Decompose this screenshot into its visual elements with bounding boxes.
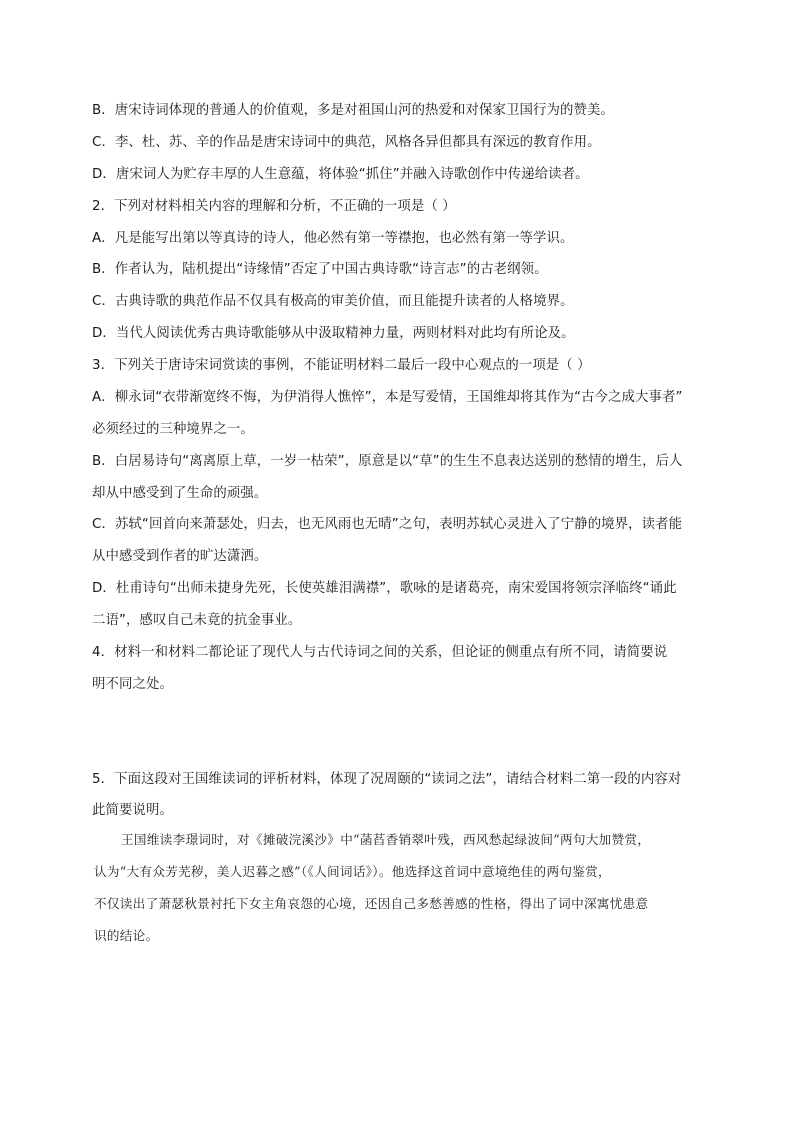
q3-option-c-line2: 从中感受到作者的旷达潇洒。 bbox=[92, 549, 268, 564]
q2-option-c: C．古典诗歌的典范作品不仅具有极高的审美价值，而且能提升读者的人格境界。 bbox=[92, 294, 574, 309]
q1-option-b: B．唐宋诗词体现的普通人的价值观，多是对祖国山河的热爱和对保家卫国行为的赞美。 bbox=[92, 103, 614, 118]
q5-quote-line3: 不仅读出了萧瑟秋景衬托下女主角哀怨的心境，还因自己多愁善感的性格，得出了词中深寓忧患意 bbox=[94, 896, 649, 911]
q2-option-a: A．凡是能写出第以等真诗的诗人，他必然有第一等襟抱，也必然有第一等学识。 bbox=[92, 231, 574, 246]
q4-line2: 明不同之处。 bbox=[92, 677, 173, 692]
q2-option-d: D．当代人阅读优秀古典诗歌能够从中汲取精神力量，两则材料对此均有所论及。 bbox=[92, 326, 575, 341]
q3-option-a-line1: A．柳永词“衣带渐宽终不悔，为伊消得人憔悴”，本是写爱情，王国维却将其作为“古今之成大事者” bbox=[92, 390, 683, 405]
q2-stem: 2．下列对材料相关内容的理解和分析，不正确的一项是（ ） bbox=[92, 199, 456, 214]
q3-option-d-line1: D．杜甫诗句“出师未捷身先死，长使英雄泪满襟”，歌咏的是诸葛亮，南宋爱国将领宗泽临终“诵此 bbox=[92, 581, 677, 596]
q3-option-d-line2: 二语”，感叹自己未竟的抗金事业。 bbox=[92, 613, 302, 628]
q5-quote-line2: 认为“大有众芳芜秽，美人迟暮之感”（《人间词话》）。他选择这首词中意境绝佳的两句鉴赏， bbox=[94, 864, 611, 879]
q3-option-b-line1: B．白居易诗句“离离原上草，一岁一枯荣”，原意是以“草”的生生不息表达送别的愁情的增生，后人 bbox=[92, 454, 683, 469]
q1-option-d: D．唐宋词人为贮存丰厚的人生意蕴，将体验“抓住”并融入诗歌创作中传递给读者。 bbox=[92, 167, 589, 182]
q1-option-c: C．李、杜、苏、辛的作品是唐宋诗词中的典范，风格各异但都具有深远的教育作用。 bbox=[92, 135, 601, 150]
q3-option-a-line2: 必须经过的三种境界之一。 bbox=[92, 422, 254, 437]
q4-line1: 4．材料一和材料二都论证了现代人与古代诗词之间的关系，但论证的侧重点有所不同，请简要说 bbox=[92, 645, 668, 660]
q5-line1: 5．下面这段对王国维读词的评析材料，体现了况周颐的“读词之法”，请结合材料二第一段的内容对 bbox=[92, 772, 682, 787]
q2-option-b: B．作者认为，陆机提出“诗缘情”否定了中国古典诗歌“诗言志”的古老纲领。 bbox=[92, 262, 548, 277]
q5-quote-line1: 王国维读李璟词时，对《摊破浣溪沙》中“菡萏香销翠叶残，西风愁起绿波间”两句大加赞赏， bbox=[121, 832, 651, 847]
q3-stem: 3．下列关于唐诗宋词赏读的事例，不能证明材料二最后一段中心观点的一项是（ ） bbox=[92, 358, 591, 373]
q3-option-c-line1: C．苏轼“回首向来萧瑟处，归去，也无风雨也无晴”之句，表明苏轼心灵进入了宁静的境界，读者能 bbox=[92, 517, 683, 532]
q5-line2: 此简要说明。 bbox=[92, 803, 173, 818]
q3-option-b-line2: 却从中感受到了生命的顽强。 bbox=[92, 486, 268, 501]
q5-quote-line4: 识的结论。 bbox=[94, 928, 159, 943]
